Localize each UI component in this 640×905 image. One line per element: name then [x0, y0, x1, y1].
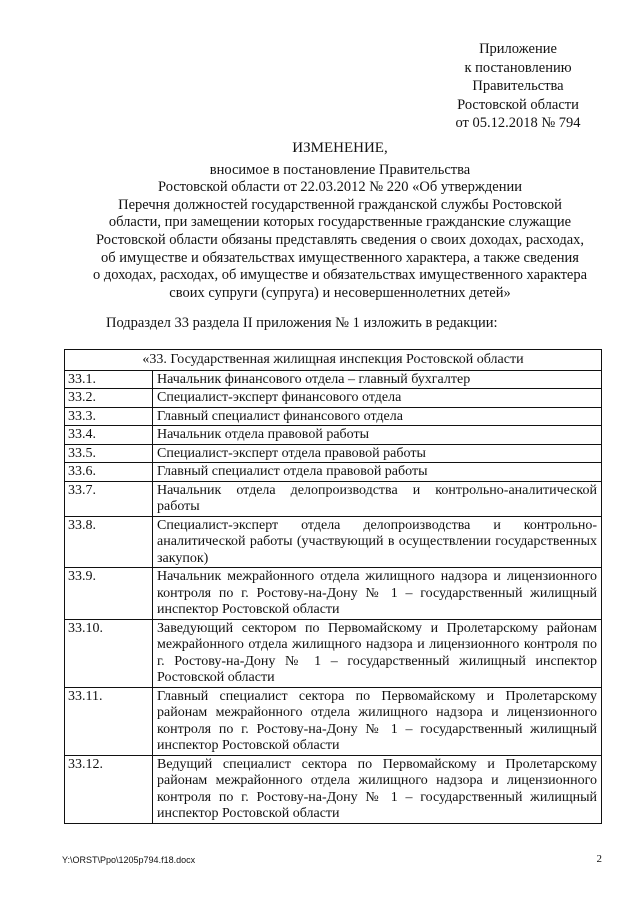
row-position: Главный специалист отдела правовой работы	[153, 463, 602, 482]
title-line: своих супруги (супруга) и несовершеннолетних детей»	[169, 284, 511, 301]
table-row	[65, 481, 602, 516]
row-number: 33.1.	[65, 370, 153, 389]
title-line: о доходах, расходах, об имуществе и обязательствах имущественного характера	[92, 267, 588, 284]
table-row	[65, 389, 602, 408]
row-number: 33.5.	[65, 444, 153, 463]
table-header-row	[65, 350, 602, 371]
row-number: 33.12.	[65, 755, 153, 823]
title-line: области, при замещении которых государственные гражданские служащие	[108, 214, 572, 231]
title-line: Ростовской области от 22.03.2012 № 220 «Об утверждении	[158, 179, 522, 196]
row-number: 33.7.	[65, 481, 153, 516]
appendix-block	[418, 40, 618, 133]
table-row	[65, 755, 602, 823]
row-number: 33.8.	[65, 516, 153, 568]
title-line: Перечня должностей государственной гражданской службы Ростовской	[118, 196, 562, 213]
row-position: Специалист-эксперт отдела правовой работы	[153, 444, 602, 463]
row-position: Специалист-эксперт отдела делопроизводства и контрольно-аналитической работы (участвующий в осуществлении государственных закупок)	[153, 516, 602, 568]
appendix-line: к постановлению	[464, 59, 572, 76]
table-row	[65, 444, 602, 463]
row-position: Главный специалист финансового отдела	[153, 407, 602, 426]
page-number: 2	[596, 853, 602, 865]
title-line: об имуществе и обязательствах имущественного характера, а также сведения	[101, 249, 579, 266]
table-row	[65, 407, 602, 426]
row-number: 33.6.	[65, 463, 153, 482]
row-position: Ведущий специалист сектора по Первомайскому и Пролетарскому районам межрайонного отдела жилищного надзора и лицензионного контроля по г. Ростову-на-Дону № 1 – государственный жилищный инспектор Ростовской области	[153, 755, 602, 823]
row-number: 33.9.	[65, 568, 153, 620]
row-position: Начальник межрайонного отдела жилищного надзора и лицензионного контроля по г. Ростову-на-Дону № 1 – государственный жилищный инспектор Ростовской области	[153, 568, 602, 620]
positions-table	[64, 349, 602, 824]
row-position: Главный специалист сектора по Первомайскому и Пролетарскому районам межрайонного отдела жилищного надзора и лицензионного контроля по г. Ростову-на-Дону № 1 – государственный жилищный инспектор Ростовской области	[153, 687, 602, 755]
row-number: 33.4.	[65, 426, 153, 445]
appendix-line: Приложение	[479, 41, 557, 57]
subsection-instruction: Подраздел 33 раздела II приложения № 1 изложить в редакции:	[106, 315, 498, 331]
document-title	[50, 140, 630, 302]
table-row	[65, 516, 602, 568]
appendix-line: Ростовской области	[457, 96, 579, 113]
row-position: Начальник отдела делопроизводства и контрольно-аналитической работы	[153, 481, 602, 516]
row-position: Специалист-эксперт финансового отдела	[153, 389, 602, 408]
appendix-line: Правительства	[472, 78, 564, 94]
row-position: Начальник финансового отдела – главный бухгалтер	[153, 370, 602, 389]
row-number: 33.10.	[65, 619, 153, 687]
table-row	[65, 619, 602, 687]
title-line: Ростовской области обязаны представлять сведения о своих доходах, расходах,	[95, 231, 585, 248]
table-header-cell: «33. Государственная жилищная инспекция Ростовской области	[65, 350, 602, 371]
title-line: вносимое в постановление Правительства	[209, 161, 471, 178]
appendix-line: от 05.12.2018 № 794	[455, 115, 581, 131]
row-position: Заведующий сектором по Первомайскому и Пролетарскому районам межрайонного отдела жилищного надзора и лицензионного контроля по г. Ростову-на-Дону № 1 – государственный жилищный инспектор Ростовской области	[153, 619, 602, 687]
row-number: 33.3.	[65, 407, 153, 426]
table-row	[65, 687, 602, 755]
row-number: 33.2.	[65, 389, 153, 408]
table-row	[65, 426, 602, 445]
table-row	[65, 568, 602, 620]
row-number: 33.11.	[65, 687, 153, 755]
table-row	[65, 463, 602, 482]
file-path-footer: Y:\ORST\Ppo\1205p794.f18.docx	[62, 855, 196, 865]
table-row	[65, 370, 602, 389]
title-heading: ИЗМЕНЕНИЕ,	[292, 140, 388, 156]
row-position: Начальник отдела правовой работы	[153, 426, 602, 445]
